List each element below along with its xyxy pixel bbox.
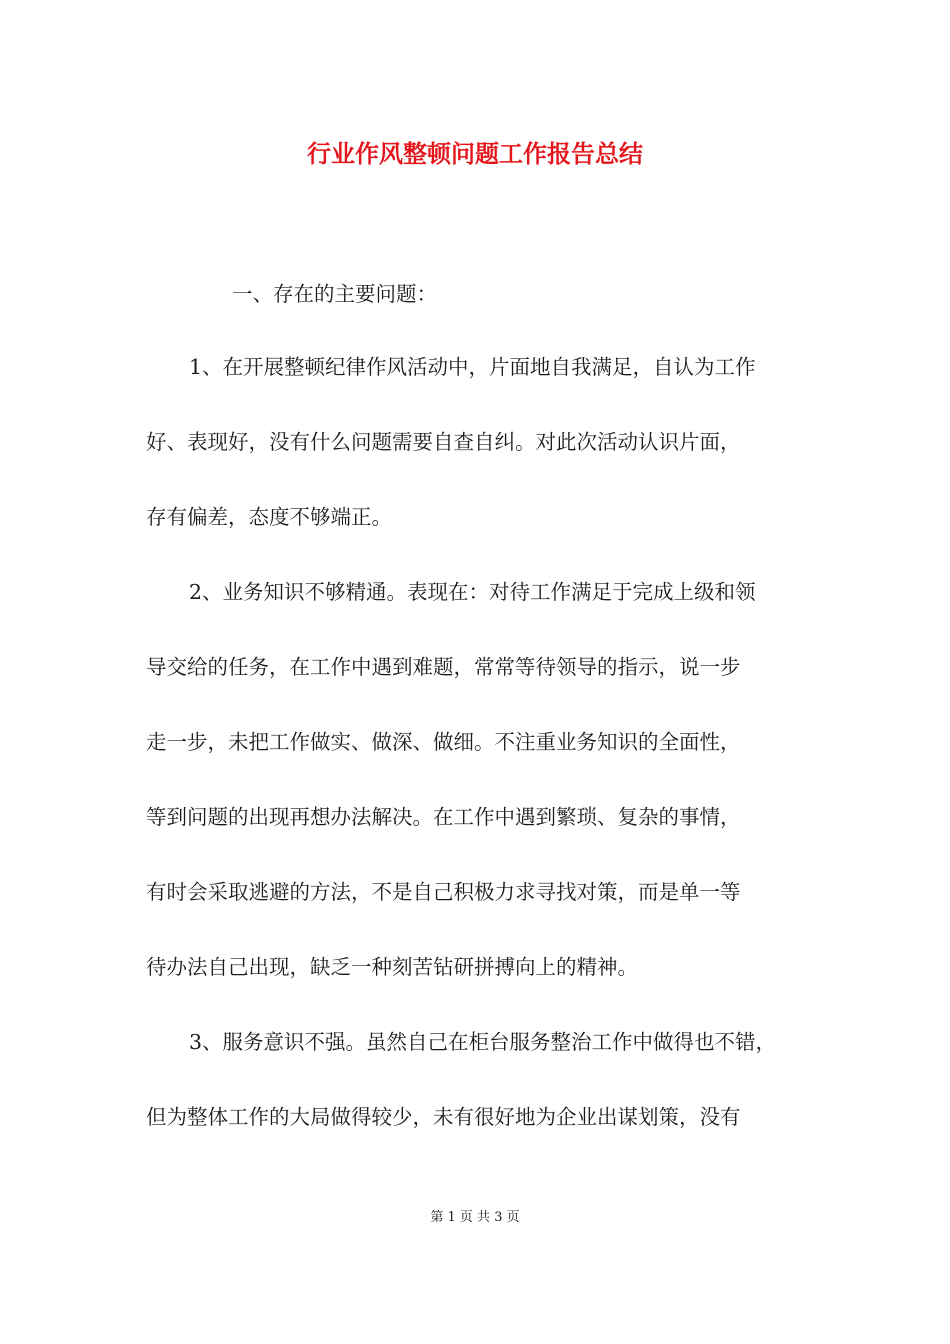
paragraph-line: 走一步，未把工作做实、做深、做细。不注重业务知识的全面性， <box>146 730 741 754</box>
paragraph-line: 待办法自己出现，缺乏一种刻苦钻研拼搏向上的精神。 <box>146 955 638 979</box>
paragraph-line: 等到问题的出现再想办法解决。在工作中遇到繁琐、复杂的事情， <box>146 805 741 829</box>
paragraph-line: 1、在开展整顿纪律作风活动中，片面地自我满足，自认为工作 <box>189 355 756 379</box>
paragraph-line: 导交给的任务，在工作中遇到难题，常常等待领导的指示，说一步 <box>146 655 741 679</box>
paragraph-line: 好、表现好，没有什么问题需要自查自纠。对此次活动认识片面， <box>146 430 741 454</box>
paragraph-line: 有时会采取逃避的方法，不是自己积极力求寻找对策，而是单一等 <box>146 880 741 904</box>
paragraph-line: 3、服务意识不强。虽然自己在柜台服务整治工作中做得也不错， <box>189 1030 777 1054</box>
paragraph-line: 2、业务知识不够精通。表现在：对待工作满足于完成上级和领 <box>189 580 756 604</box>
paragraph-line: 存有偏差，态度不够端正。 <box>146 505 392 529</box>
page-number-footer: 第 1 页 共 3 页 <box>430 1210 520 1225</box>
section-heading: 一、存在的主要问题： <box>232 282 437 306</box>
paragraph-line: 但为整体工作的大局做得较少，未有很好地为企业出谋划策，没有 <box>146 1105 741 1129</box>
document-title: 行业作风整顿问题工作报告总结 <box>307 139 643 168</box>
